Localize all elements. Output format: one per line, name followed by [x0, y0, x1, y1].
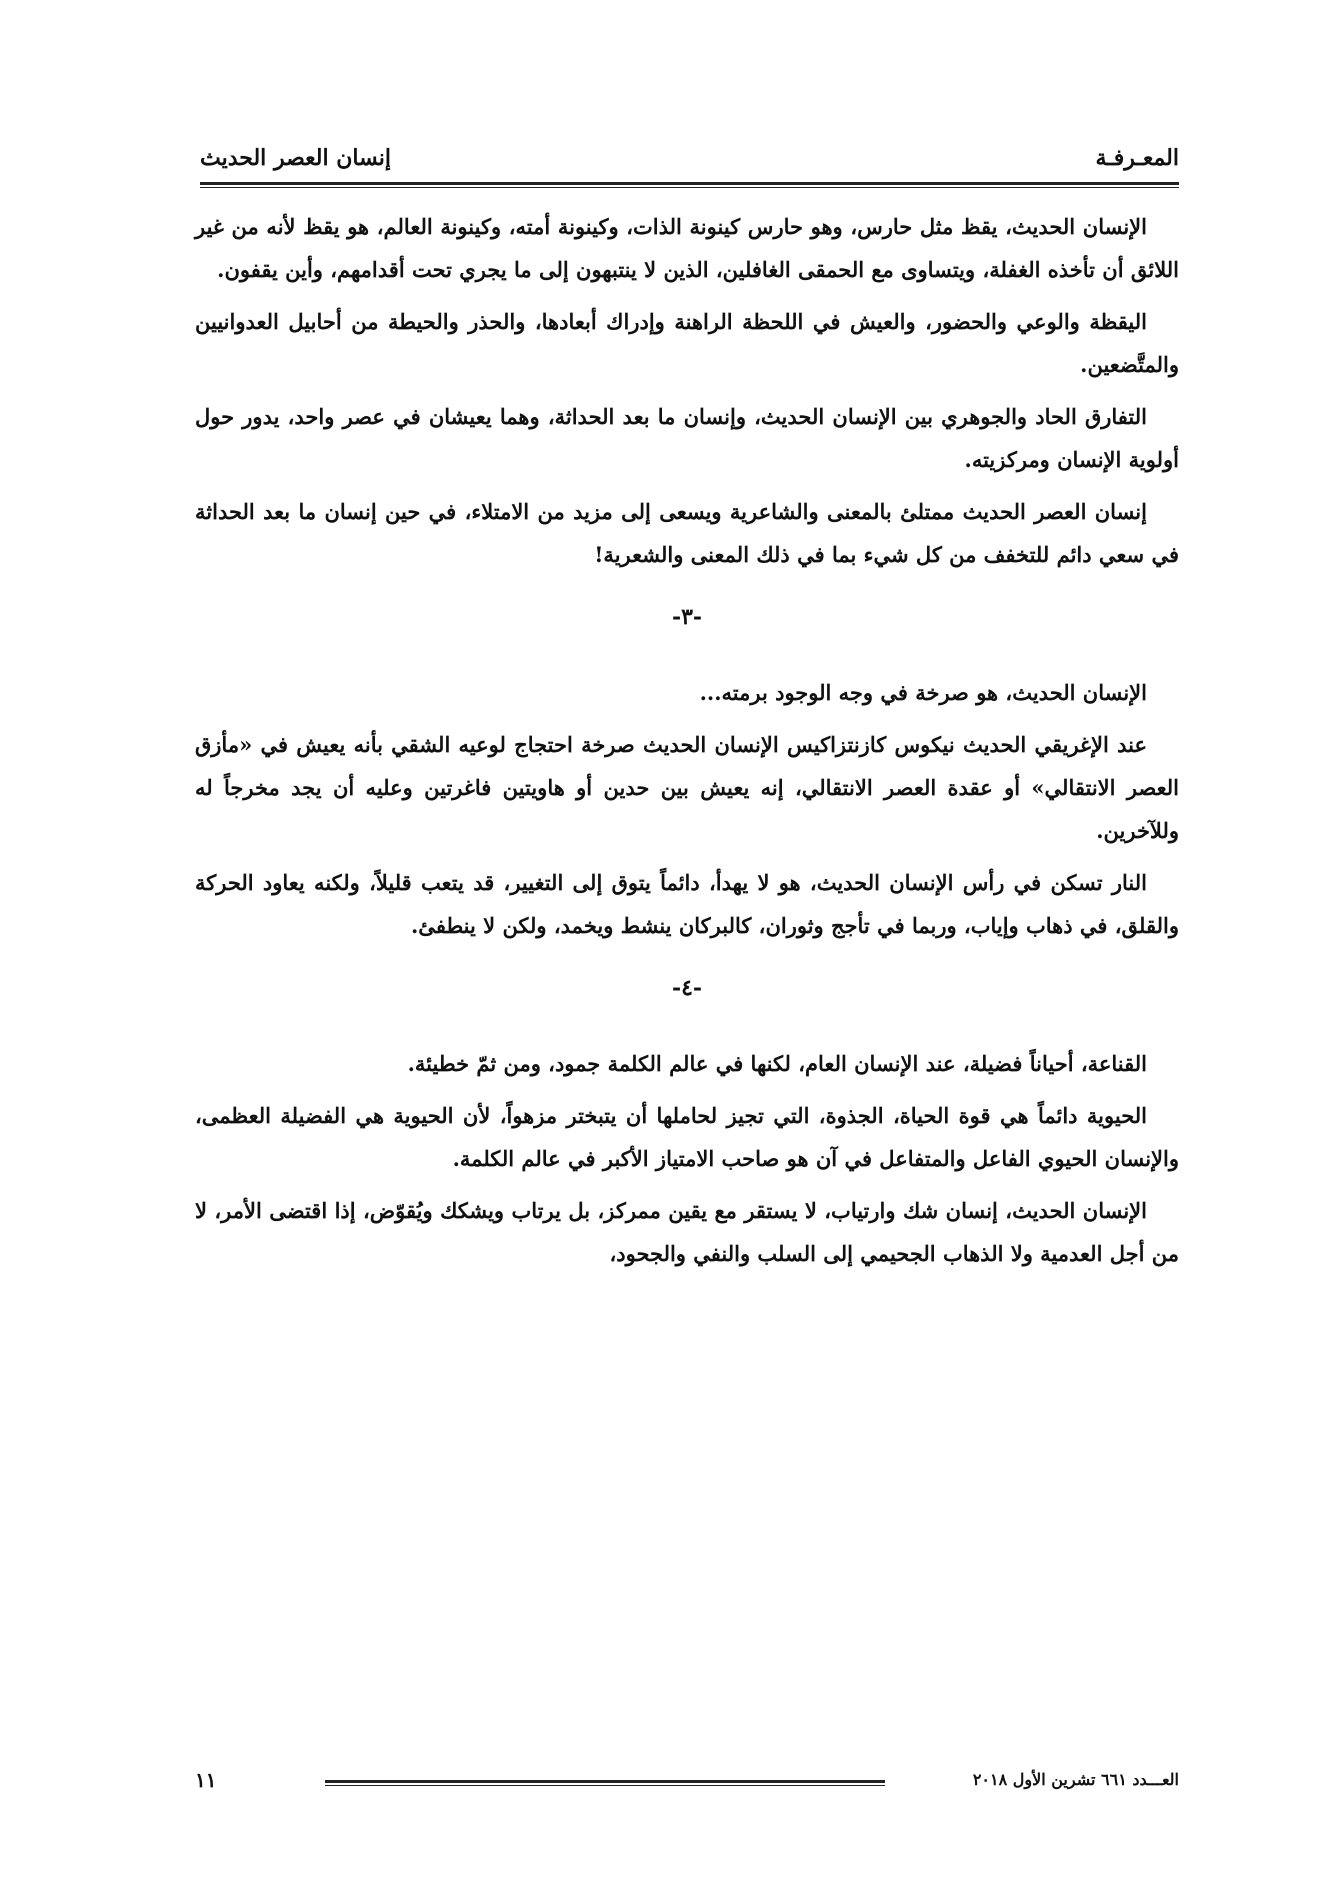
page-header	[200, 145, 1179, 181]
page-number: ١١	[195, 1768, 217, 1792]
page-footer	[195, 1768, 1179, 1798]
section-number: -٤-	[671, 975, 703, 1001]
running-title: إنسان العصر الحديث	[200, 145, 391, 171]
paragraph: اليقظة والوعي والحضور، والعيش في اللحظة الراهنة وإدراك أبعادها، والحذر والحيطة من أحابيل العدوانيين والمتَّضعين.	[195, 309, 1179, 377]
paragraph: الحيوية دائماً هي قوة الحياة، الجذوة، التي تجيز لحاملها أن يتبختر مزهواً، لأن الحيوية هي الفضيلة العظمى، والإنسان الحيوي الفاعل والمتفاعل في آن هو صاحب الامتياز الأكبر في عالم الكلمة.	[195, 1103, 1179, 1171]
header-rule	[200, 182, 1179, 188]
paragraph: الإنسان الحديث، إنسان شك وارتياب، لا يستقر مع يقين ممركز، بل يرتاب ويشكك ويُقوّض، إذا اقتضى الأمر، لا من أجل العدمية ولا الذهاب الجحيمي إلى السلب والنفي والجحود،	[195, 1198, 1179, 1266]
paragraph: النار تسكن في رأس الإنسان الحديث، هو لا يهدأ، دائماً يتوق إلى التغيير، قد يتعب قليلاً، ولكنه يعاود الحركة والقلق، في ذهاب وإياب، وربما في تأجج وثوران، كالبركان ينشط ويخمد، ولكن لا ينطفئ.	[195, 870, 1179, 938]
paragraph: إنسان العصر الحديث ممتلئ بالمعنى والشاعرية ويسعى إلى مزيد من الامتلاء، في حين إنسان ما بعد الحداثة في سعي دائم للتخفف من كل شيء بما في ذلك المعنى والشعرية!	[195, 499, 1179, 567]
paragraph: القناعة، أحياناً فضيلة، عند الإنسان العام، لكنها في عالم الكلمة جمود، ومن ثمّ خطيئة.	[407, 1051, 1147, 1076]
paragraph: عند الإغريقي الحديث نيكوس كازنتزاكيس الإنسان الحديث صرخة احتجاج لوعيه الشقي بأنه يعيش في «مأزق العصر الانتقالي» أو عقدة العصر الانتقالي، إنه يعيش بين حدين أو هاويتين فاغرتين وعليه أن يجد مخرجاً له وللآخرين.	[195, 732, 1179, 843]
paragraph: الإنسان الحديث، يقظ مثل حارس، وهو حارس كينونة الذات، وكينونة أمته، وكينونة العالم، هو يقظ لأنه من غير اللائق أن تأخذه الغفلة، ويتساوى مع الحمقى الغافلين، الذين لا ينتبهون إلى ما يجري تحت أقدامهم، وأين يقفون.	[195, 214, 1179, 282]
issue-label: العـــدد ٦٦١ تشرين الأول ٢٠١٨	[972, 1770, 1179, 1789]
journal-logo: المعـرفـة	[1095, 145, 1179, 171]
paragraph: التفارق الحاد والجوهري بين الإنسان الحديث، وإنسان ما بعد الحداثة، وهما يعيشان في عصر واحد، يدور حول أولوية الإنسان ومركزيته.	[195, 404, 1179, 472]
article-body	[195, 205, 1179, 1284]
paragraph: الإنسان الحديث، هو صرخة في وجه الوجود برمته...	[699, 680, 1147, 705]
section-number: -٣-	[671, 604, 703, 630]
footer-rule	[325, 1780, 885, 1786]
